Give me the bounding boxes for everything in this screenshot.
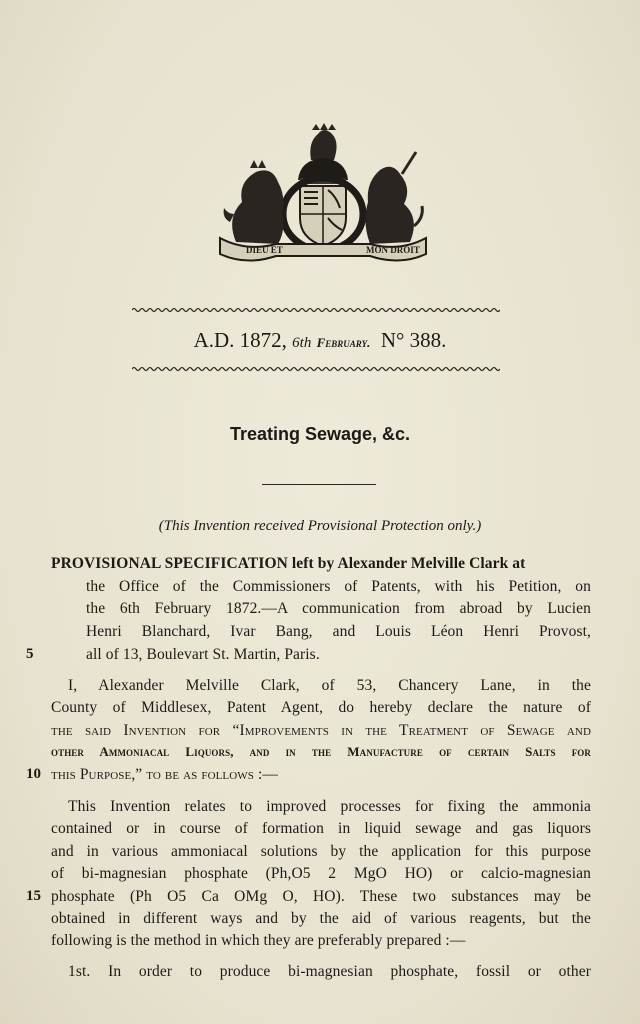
patent-header xyxy=(0,328,640,353)
body-line: all of 13, Boulevart St. Martin, Paris. xyxy=(86,646,320,663)
line-number: 15 xyxy=(26,888,41,904)
body-line: obtained in different ways and by the aid of various reagents, but the xyxy=(51,910,591,927)
line-number: 10 xyxy=(26,766,41,782)
body-line: contained or in course of formation in liquid sewage and gas liquors xyxy=(51,820,591,837)
royal-coat-of-arms xyxy=(216,122,430,262)
body-line: Henri Blanchard, Ivar Bang, and Louis Léon Henri Provost, xyxy=(86,623,591,640)
body-line: PROVISIONAL SPECIFICATION left by Alexander Melville Clark at xyxy=(51,555,526,572)
body-line: of bi-magnesian phosphate (Ph,O5 2 MgO HO) or calcio-magnesian xyxy=(51,865,591,882)
body-line: other Ammoniacal Liquors, and in the Manufacture of certain Salts for xyxy=(51,744,591,759)
motto-right: MON DROIT xyxy=(366,245,420,255)
body-line: I, Alexander Melville Clark, of 53, Chancery Lane, in the xyxy=(68,677,591,694)
provisional-note: (This Invention received Provisional Protection only.) xyxy=(158,518,482,534)
header-ad: A.D. 1872, xyxy=(193,328,287,352)
body-line: County of Middlesex, Patent Agent, do hereby declare the nature of xyxy=(51,699,591,716)
motto-left: DIEU ET xyxy=(246,245,283,255)
wavy-rule-top xyxy=(132,307,500,313)
header-month: February. xyxy=(316,335,371,350)
header-date: 6th xyxy=(292,335,312,351)
body-line: This Invention relates to improved processes for fixing the ammonia xyxy=(68,798,591,815)
body-line: this Purpose,” to be as follows :— xyxy=(51,766,278,783)
body-line: phosphate (Ph O5 Ca OMg O, HO). These two substances may be xyxy=(51,888,591,905)
wavy-rule-bottom xyxy=(132,366,500,372)
body-line: and in various ammoniacal solutions by the application for this purpose xyxy=(51,843,591,860)
body-line: the 6th February 1872.—A communication from abroad by Lucien xyxy=(86,600,591,617)
line-number: 5 xyxy=(26,646,34,662)
body-line: following is the method in which they are preferably prepared :— xyxy=(51,932,466,949)
body-line: the Office of the Commissioners of Patents, with his Petition, on xyxy=(86,578,591,595)
body-line: the said Invention for “Improvements in the Treatment of Sewage and xyxy=(51,722,591,739)
document-title: Treating Sewage, &c. xyxy=(229,424,411,444)
title-rule xyxy=(262,484,376,485)
body-line: 1st. In order to produce bi-magnesian phosphate, fossil or other xyxy=(68,963,591,980)
header-number: N° 388. xyxy=(380,328,447,352)
